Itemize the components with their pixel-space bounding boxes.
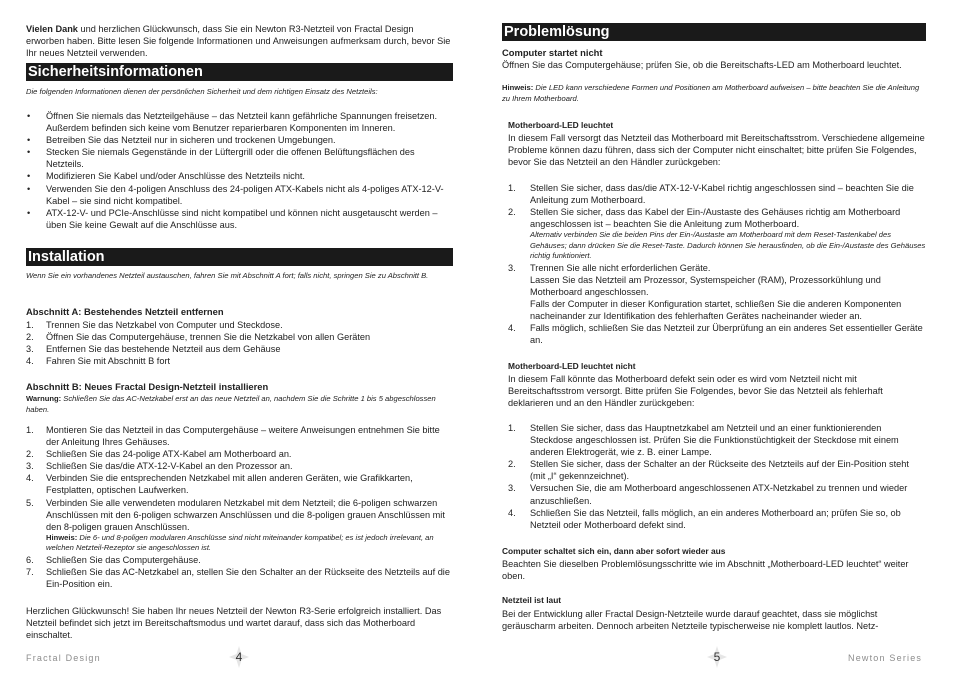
installation-heading: Installation — [26, 248, 453, 266]
safety-item: • Modifizieren Sie Kabel und/oder Anschlüsse des Netzteils nicht. — [26, 170, 453, 182]
list-item: 2. Schließen Sie das 24-polige ATX-Kabel am Motherboard an. — [26, 449, 292, 460]
computer-no-start-text: Öffnen Sie das Computergehäuse; prüfen Sie, ob die Bereitschafts-LED am Motherboard leuchtet. — [502, 60, 902, 70]
safety-note: Die folgenden Informationen dienen der persönlichen Sicherheit und dem richtigen Einsatz des Netzteils: — [26, 87, 378, 96]
led-on-title: Motherboard-LED leuchtet — [508, 120, 614, 130]
safety-heading: Sicherheitsinformationen — [26, 63, 453, 81]
list-item: 7. Schließen Sie das AC-Netzkabel an, stellen Sie den Schalter an der Rückseite des Netzteils auf die Ein-Position ein. — [26, 566, 450, 590]
section-a-list — [26, 319, 453, 367]
list-item: 1. Trennen Sie das Netzkabel von Computer und Steckdose. — [26, 320, 283, 330]
led-on-list — [502, 182, 926, 347]
safety-item: • Öffnen Sie niemals das Netzteilgehäuse – das Netzteil kann gefährliche Spannungen freisetzen. Außerdem befinden sich keine vom Benutzer reparierbaren Komponenten im Inneren. — [26, 110, 453, 134]
page-number-left: 4 — [235, 650, 243, 664]
led-off-title: Motherboard-LED leuchtet nicht — [508, 361, 636, 371]
shuts-off-text: Beachten Sie dieselben Problemlösungsschritte wie im Abschnitt „Motherboard-LED leuchtet“ weiter oben. — [502, 559, 909, 582]
alternative-note: Alternativ verbinden Sie die beiden Pins der Ein-/Austaste am Motherboard mit dem Reset-Tastenkabel des Gehäuses; dann drücken Sie die Reset-Taste. Dadurch können Sie herausfinden, ob die Ein-/Austaste des Gehäuses richtig funktioniert. — [530, 230, 926, 261]
led-off-list — [502, 422, 926, 531]
section-a-title: Abschnitt A: Bestehendes Netzteil entfernen — [26, 306, 224, 317]
computer-no-start-hint: Hinweis: Die LED kann verschiedene Formen und Positionen am Motherboard aufweisen – bitte beachten Sie die Anleitung zu Ihrem Motherboard. — [502, 83, 920, 103]
list-item: 2. Öffnen Sie das Computergehäuse, trennen Sie die Netzkabel von allen Geräten — [26, 332, 371, 343]
computer-no-start-title: Computer startet nicht — [502, 47, 603, 58]
safety-list — [26, 110, 453, 231]
section-b-list — [26, 424, 453, 590]
list-item: 4. Verbinden Sie die entsprechenden Netzkabel mit allen anderen Geräten, wie Grafikkarten, Festplatten, optischen Laufwerken. — [26, 473, 413, 496]
list-item: 1. Stellen Sie sicher, dass das Hauptnetzkabel am Netzteil und an einer funktionierenden Steckdose angeschlossen ist. Prüfen Sie die Funktionstüchtigkeit der Steckdose mit einem anderen Elektrogerät, wie z. B. einer Lampe. — [508, 423, 899, 458]
installation-note: Wenn Sie ein vorhandenes Netzteil austauschen, fahren Sie mit Abschnitt A fort; falls nicht, springen Sie zu Abschnitt B. — [26, 271, 429, 280]
safety-item: • ATX-12-V- und PCIe-Anschlüsse sind nicht kompatibel und können nicht ausgetauscht werden – üben Sie keine Gewalt auf die Anschlüsse aus. — [26, 207, 453, 231]
loud-text: Bei der Entwicklung aller Fractal Design-Netzteile wurde darauf geachtet, dass sie möglichst geräuscharm arbeiten. Dennoch arbeiten Netzteile typischerweise nie komplett lautlos. Netz- — [502, 609, 879, 632]
list-item: 3. Trennen Sie alle nicht erforderlichen Geräte. Lassen Sie das Netzteil am Prozessor, Systemspeicher (RAM), Prozessorkühlung und Motherboard angeschlossen. Falls der Computer in dieser Konfiguration startet, schließen Sie die anderen Komponenten nacheinander zur Identifikation des fehlerhaften Gerätes nacheinander wieder an. — [508, 262, 902, 322]
section-b-warning: Warnung: Schließen Sie das AC-Netzkabel erst an das neue Netzteil an, nachdem Sie die Schritte 1 bis 5 abgeschlossen haben. — [26, 394, 436, 414]
page-number-right: 5 — [713, 650, 721, 664]
list-item: 5. Verbinden Sie alle verwendeten modularen Netzkabel mit dem Netzteil; die 6-poligen schwarzen Anschlüssen mit den 6-poligen schwarzen Anschlüssen und die 8-poligen grauen Anschlüssen mit den 8-poligen grauen Anschlüssen. Hinweis: Die 6- und 8-poligen modularen Anschlüsse sind nicht miteinander kompatibel; es ist jedoch irrelevant, an welchen Netzteil-Rezeptor sie angeschlossen ist. — [26, 497, 453, 554]
led-off-text: In diesem Fall könnte das Motherboard defekt sein oder es wird vom Netzteil nicht mit Bereitschaftsstrom versorgt. Bitte prüfen Sie Folgendes, bevor Sie das Netzteil als fehlerhaft deklarieren und an den Händler zurückgeben: — [508, 374, 883, 409]
loud-title: Netzteil ist laut — [502, 595, 562, 605]
footer-series: Newton Series — [848, 653, 923, 663]
intro-paragraph — [26, 23, 453, 59]
intro-text: und herzlichen Glückwunsch, dass Sie ein Newton R3-Netzteil von Fractal Design erworben haben. Bitte lesen Sie folgende Informationen und Anweisungen aufmerksam durch, bevor Sie Ihr neues Netzteil verwenden. — [26, 24, 451, 59]
shuts-off-title: Computer schaltet sich ein, dann aber sofort wieder aus — [502, 546, 726, 556]
item-extra-text: Falls der Computer in dieser Konfiguration startet, schließen Sie die anderen Komponenten nacheinander zur Identifikation des fehlerhaften Gerätes nacheinander wieder an. — [530, 299, 902, 322]
list-item: 3. Entfernen Sie das bestehende Netzteil aus dem Gehäuse — [26, 344, 281, 355]
list-item: 4. Fahren Sie mit Abschnitt B fort — [26, 356, 171, 367]
list-item: 1. Stellen Sie sicher, dass das/die ATX-12-V-Kabel richtig angeschlossen sind – beachten Sie die Anleitung zum Motherboard. — [508, 183, 914, 206]
section-b-title: Abschnitt B: Neues Fractal Design-Netzteil installieren — [26, 381, 269, 392]
list-item: 2. Stellen Sie sicher, dass das Kabel der Ein-/Austaste des Gehäuses richtig am Motherboard angeschlossen ist – beachten Sie die Anleitung zum Motherboard. Alternativ verbinden Sie die beiden Pins der Ein-/Austaste am Motherboard mit dem Reset-Tastenkabel des Gehäuses; dann drücken Sie die Reset-Taste. Dadurch können Sie herausfinden, ob die Ein-/Austaste des Gehäuses richtig funktioniert. — [508, 207, 926, 261]
hint-note: Hinweis: Die 6- und 8-poligen modularen Anschlüsse sind nicht miteinander kompatibel; es ist jedoch irrelevant, an welchen Netzteil-Rezeptor sie angeschlossen ist. — [46, 532, 434, 553]
troubleshooting-heading: Problemlösung — [502, 23, 926, 41]
item-extra-text: Lassen Sie das Netzteil am Prozessor, Systemspeicher (RAM), Prozessorkühlung und Motherboard angeschlossen. — [530, 274, 881, 298]
list-item: 3. Schließen Sie das/die ATX-12-V-Kabel an den Prozessor an. — [26, 461, 293, 472]
list-item: 1. Montieren Sie das Netzteil in das Computergehäuse – weitere Anweisungen entnehmen Sie bitte der Anleitung Ihres Gehäuses. — [26, 425, 440, 448]
safety-item: • Betreiben Sie das Netzteil nur in sicheren und trockenen Umgebungen. — [26, 134, 453, 146]
led-on-text: In diesem Fall versorgt das Netzteil das Motherboard mit Bereitschaftsstrom. Verschiedene allgemeine Probleme können dazu führen, dass sich der Computer nicht einschaltet; bitte prüfen Sie Folgendes, bevor Sie das Netzteil an den Händler zurückgeben: — [508, 133, 925, 168]
footer-brand: Fractal Design — [26, 653, 101, 663]
list-item: 2. Stellen Sie sicher, dass der Schalter an der Rückseite des Netzteils auf der Ein-Position steht (mit „I“ gekennzeichnet). — [508, 459, 909, 482]
list-item: 4. Falls möglich, schließen Sie das Netzteil zur Überprüfung an ein anderes Set essentieller Geräte an. — [508, 323, 923, 346]
safety-item: • Verwenden Sie den 4-poligen Anschluss des 24-poligen ATX-Kabels nicht als 4-poliges ATX-12-V-Kabel – sie sind nicht kompatibel. — [26, 183, 453, 207]
safety-item: • Stecken Sie niemals Gegenstände in der Lüftergrill oder die offenen Belüftungsflächen des Netzteils. — [26, 146, 453, 170]
outro-paragraph: Herzlichen Glückwunsch! Sie haben Ihr neues Netzteil der Newton R3-Serie erfolgreich installiert. Das Netzteil befindet sich jetzt im Bereitschaftsmodus und wartet darauf, dass sich das Motherboard einschaltet. — [26, 606, 442, 641]
list-item: 4. Schließen Sie das Netzteil, falls möglich, an ein anderes Motherboard an; prüfen Sie so, ob Netzteil oder Motherboard defekt sind. — [508, 507, 901, 530]
intro-bold: Vielen Dank — [26, 24, 78, 34]
list-item: 3. Versuchen Sie, die am Motherboard angeschlossenen ATX-Netzkabel zu trennen und wieder anzuschließen. — [508, 483, 908, 506]
list-item: 6. Schließen Sie das Computergehäuse. — [26, 554, 201, 565]
